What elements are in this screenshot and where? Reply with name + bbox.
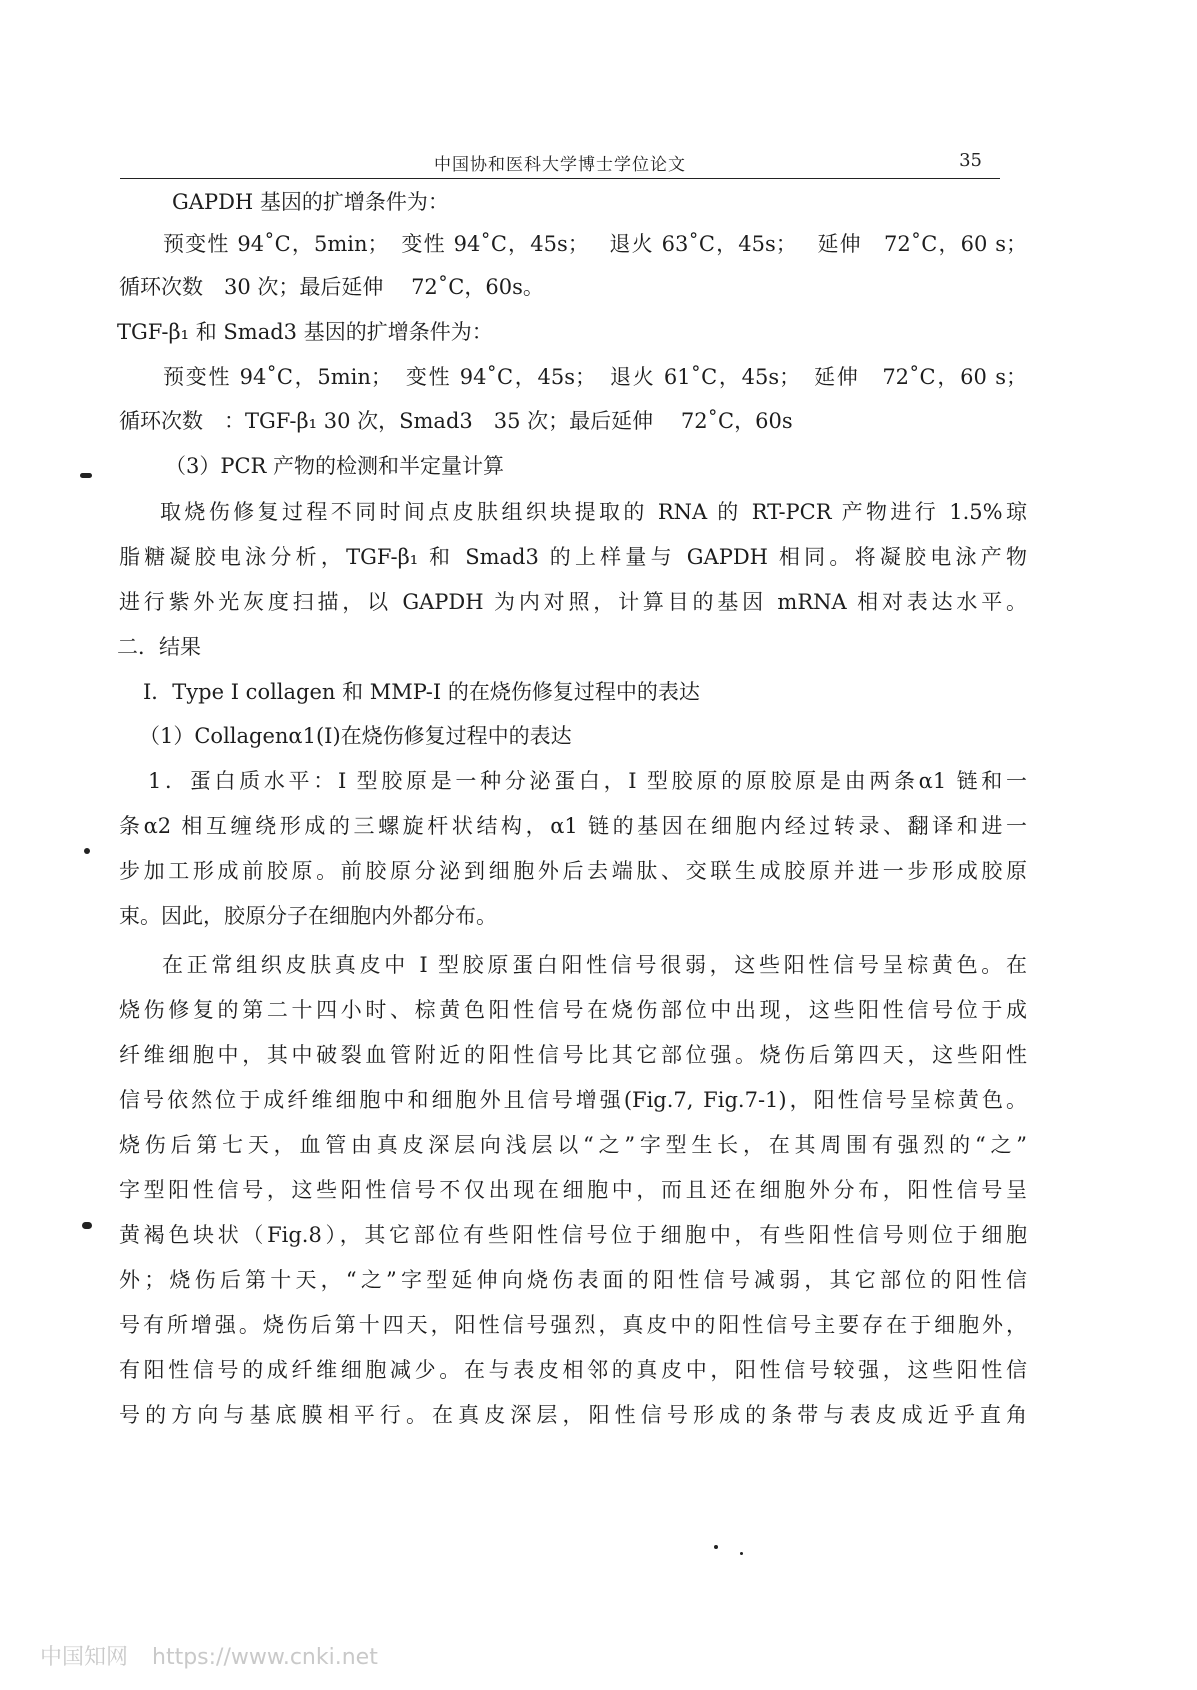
text-line: 烧伤后第七天，血管由真皮深层向浅层以“之”字型生长，在其周围有强烈的“之”	[119, 1133, 1027, 1157]
watermark-url: https://www.cnki.net	[152, 1645, 378, 1670]
text-line: 1．蛋白质水平：I 型胶原是一种分泌蛋白，I 型胶原的原胶原是由两条α1 链和一	[148, 769, 1027, 793]
text-line: 束。因此，胶原分子在细胞内外都分布。	[119, 904, 497, 928]
text-line: 脂糖凝胶电泳分析，TGF-β₁ 和 Smad3 的上样量与 GAPDH 相同。将凝胶电泳产物	[119, 545, 1027, 569]
text-line: 号的方向与基底膜相平行。在真皮深层，阳性信号形成的条带与表皮成近乎直角	[119, 1403, 1027, 1427]
section-heading: （1）Collagenα1(I)在烧伤修复过程中的表达	[139, 724, 572, 748]
text-line: 纤维细胞中，其中破裂血管附近的阳性信号比其它部位强。烧伤后第四天，这些阳性	[119, 1043, 1027, 1067]
scan-speck	[82, 1222, 92, 1229]
text-line: 号有所增强。烧伤后第十四天，阳性信号强烈，真皮中的阳性信号主要存在于细胞外，	[119, 1313, 1027, 1337]
text-line: 预变性 94˚C，5min； 变性 94˚C，45s； 退火 63˚C，45s； 延伸 72˚C，60 s；	[163, 232, 1027, 256]
text-line: 烧伤修复的第二十四小时、棕黄色阳性信号在烧伤部位中出现，这些阳性信号位于成	[119, 998, 1027, 1022]
section-heading: 二．结果	[117, 635, 201, 659]
text-line: 循环次数 ：TGF-β₁ 30 次，Smad3 35 次；最后延伸 72˚C，60s	[119, 409, 793, 433]
text-line: 取烧伤修复过程不同时间点皮肤组织块提取的 RNA 的 RT-PCR 产物进行 1.5%琼	[160, 500, 1027, 524]
section-heading: I．Type I collagen 和 MMP-I 的在烧伤修复过程中的表达	[143, 680, 700, 704]
text-line: TGF-β₁ 和 Smad3 基因的扩增条件为：	[117, 320, 493, 344]
running-header	[120, 148, 1000, 179]
text-line: 循环次数 30 次；最后延伸 72˚C，60s。	[119, 275, 544, 299]
scan-speck	[740, 1552, 743, 1555]
watermark-brand: 中国知网	[40, 1645, 129, 1670]
text-line: 有阳性信号的成纤维细胞减少。在与表皮相邻的真皮中，阳性信号较强，这些阳性信	[119, 1358, 1027, 1382]
text-line: 黄褐色块状（Fig.8），其它部位有些阳性信号位于细胞中，有些阳性信号则位于细胞	[119, 1223, 1027, 1247]
text-line: 进行紫外光灰度扫描，以 GAPDH 为内对照，计算目的基因 mRNA 相对表达水平。	[119, 590, 1027, 614]
text-line: 外；烧伤后第十天，“之”字型延伸向烧伤表面的阳性信号减弱，其它部位的阳性信	[119, 1268, 1027, 1292]
scan-speck	[84, 848, 90, 854]
text-line: 字型阳性信号，这些阳性信号不仅出现在细胞中，而且还在细胞外分布，阳性信号呈	[119, 1178, 1027, 1202]
scan-speck	[80, 473, 92, 478]
scan-speck	[714, 1545, 718, 1549]
header-title: 中国协和医科大学博士学位论文	[434, 155, 686, 175]
cnki-watermark	[40, 1640, 378, 1671]
text-line: 步加工形成前胶原。前胶原分泌到细胞外后去端肽、交联生成胶原并进一步形成胶原	[119, 859, 1027, 883]
text-line: 在正常组织皮肤真皮中 I 型胶原蛋白阳性信号很弱，这些阳性信号呈棕黄色。在	[162, 953, 1027, 977]
text-line: 预变性 94˚C，5min； 变性 94˚C，45s； 退火 61˚C，45s； 延伸 72˚C，60 s；	[163, 365, 1027, 389]
text-line: 条α2 相互缠绕形成的三螺旋杆状结构，α1 链的基因在细胞内经过转录、翻译和进一	[119, 814, 1027, 838]
text-line: GAPDH 基因的扩增条件为：	[172, 190, 449, 214]
section-heading: （3）PCR 产物的检测和半定量计算	[165, 454, 505, 478]
page-number: 35	[959, 150, 982, 171]
text-line: 信号依然位于成纤维细胞中和细胞外且信号增强(Fig.7, Fig.7-1)，阳性信号呈棕黄色。	[119, 1088, 1027, 1112]
